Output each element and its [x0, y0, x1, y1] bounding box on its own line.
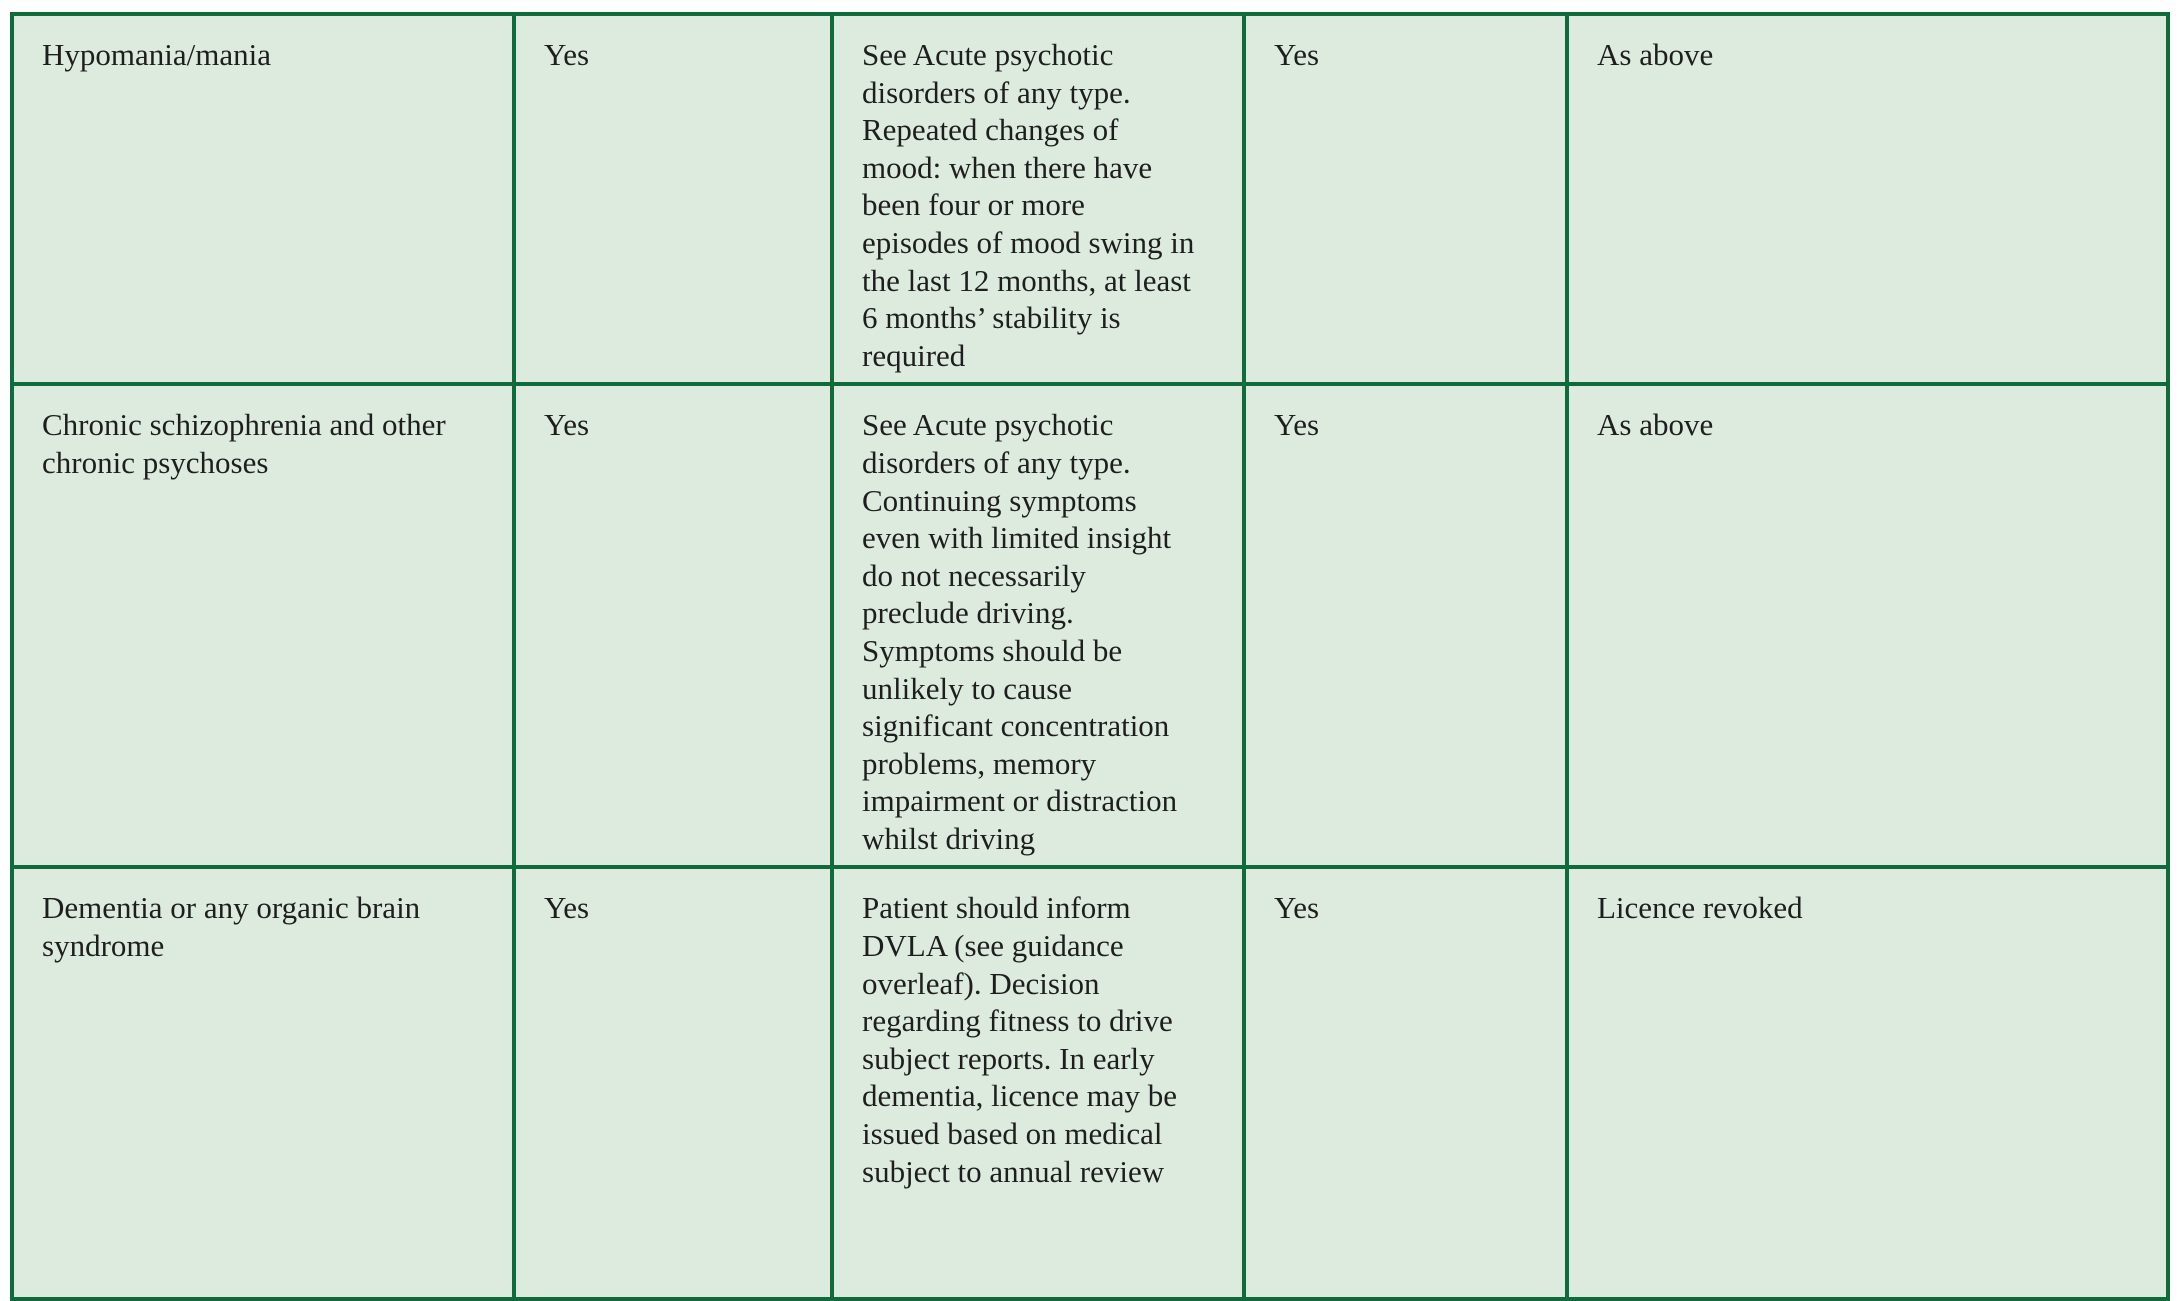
driving-fitness-table: [10, 12, 2170, 1301]
group2-notify-cell: Yes: [1244, 14, 1567, 384]
notes-cell: See Acute psychotic disorders of any type. Repeated changes of mood: when there have been four or more episodes of mood swing in the last 12 months, at least 6 months’ stability is required: [832, 14, 1244, 384]
notes-cell: Patient should inform DVLA (see guidance overleaf). Decision regarding fitness to drive subject reports. In early dementia, licence may be issued based on medical subject to annual review: [832, 867, 1244, 1299]
condition-cell: Hypomania/mania: [12, 14, 514, 384]
condition-cell: Dementia or any organic brain syndrome: [12, 867, 514, 1299]
group2-notify-cell: Yes: [1244, 867, 1567, 1299]
notify-cell: Yes: [514, 384, 832, 867]
group2-notify-cell: Yes: [1244, 384, 1567, 867]
group2-notes-cell: As above: [1567, 384, 2168, 867]
table-row: [12, 14, 2168, 384]
notes-cell: See Acute psychotic disorders of any type. Continuing symptoms even with limited insight do not necessarily preclude driving. Symptoms should be unlikely to cause significant concentration problems, memory impairment or distraction whilst driving: [832, 384, 1244, 867]
notify-cell: Yes: [514, 867, 832, 1299]
table-row: [12, 384, 2168, 867]
group2-notes-cell: As above: [1567, 14, 2168, 384]
group2-notes-cell: Licence revoked: [1567, 867, 2168, 1299]
condition-cell: Chronic schizophrenia and other chronic psychoses: [12, 384, 514, 867]
notify-cell: Yes: [514, 14, 832, 384]
table-row: [12, 867, 2168, 1299]
